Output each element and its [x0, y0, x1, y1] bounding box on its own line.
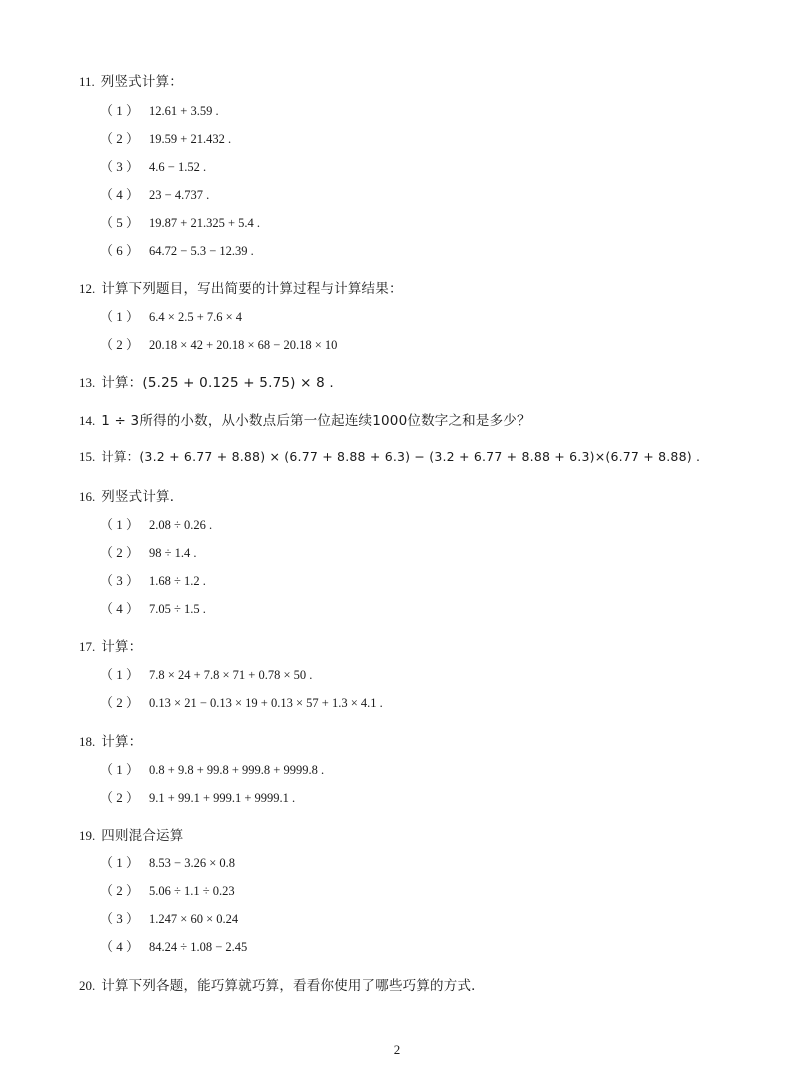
sub-question: [100, 908, 238, 927]
sub-question: [100, 212, 260, 231]
sub-label: （ 4 ）: [100, 601, 140, 616]
sub-expression: 23 − 4.737 .: [149, 188, 210, 202]
question-14: [79, 409, 531, 429]
question-20: [79, 974, 485, 994]
sub-label: （ 2 ）: [100, 131, 140, 146]
sub-label: （ 3 ）: [100, 911, 140, 926]
sub-label: （ 1 ）: [100, 517, 140, 532]
question-13: [79, 371, 334, 391]
sub-expression: 1.68 ÷ 1.2 .: [149, 574, 206, 588]
sub-expression: 4.6 − 1.52 .: [149, 160, 207, 174]
sub-label: （ 2 ）: [100, 545, 140, 560]
sub-expression: 12.61 + 3.59 .: [149, 104, 219, 118]
sub-label: （ 1 ）: [100, 667, 140, 682]
sub-question: [100, 787, 295, 806]
sub-question: [100, 880, 235, 899]
question-number: 20.: [79, 978, 96, 993]
sub-label: （ 3 ）: [100, 573, 140, 588]
question-number: 11.: [79, 74, 95, 89]
question-text: 计算下列各题，能巧算就巧算，看看你使用了哪些巧算的方式．: [101, 978, 485, 994]
sub-label: （ 2 ）: [100, 790, 140, 805]
sub-expression: 19.59 + 21.432 .: [149, 132, 232, 146]
sub-label: （ 4 ）: [100, 187, 140, 202]
sub-expression: 8.53 − 3.26 × 0.8: [149, 856, 235, 870]
sub-label: （ 4 ）: [100, 939, 140, 954]
question-number: 19.: [79, 828, 96, 843]
sub-question: [100, 936, 247, 955]
sub-question: [100, 542, 197, 561]
question-number: 18.: [79, 734, 96, 749]
sub-expression: 20.18 × 42 + 20.18 × 68 − 20.18 × 10: [149, 338, 338, 352]
question-12: [79, 277, 403, 297]
question-text: 计算：(3.2 + 6.77 + 8.88) × (6.77 + 8.88 + 6.3) − (3.2 + 6.77 + 8.88 + 6.3)×(6.77 + 8.88) .: [101, 449, 701, 464]
sub-question: [100, 570, 206, 589]
sub-question: [100, 664, 312, 683]
sub-expression: 84.24 ÷ 1.08 − 2.45: [149, 940, 248, 954]
question-16: [79, 485, 183, 505]
sub-expression: 6.4 × 2.5 + 7.6 × 4: [149, 310, 243, 324]
question-18: [79, 730, 142, 750]
question-text: 1 ÷ 3所得的小数，从小数点后第一位起连续1000位数字之和是多少？: [101, 413, 531, 429]
sub-question: [100, 759, 324, 778]
question-number: 14.: [79, 413, 96, 428]
sub-question: [100, 692, 383, 711]
sub-label: （ 3 ）: [100, 159, 140, 174]
page-number: 2: [393, 1042, 401, 1057]
sub-label: （ 1 ）: [100, 855, 140, 870]
sub-label: （ 1 ）: [100, 762, 140, 777]
question-11: [79, 70, 183, 90]
sub-expression: 7.05 ÷ 1.5 .: [149, 602, 206, 616]
sub-expression: 5.06 ÷ 1.1 ÷ 0.23: [149, 884, 235, 898]
question-15: [79, 447, 700, 465]
sub-question: [100, 100, 219, 119]
sub-question: [100, 128, 231, 147]
sub-expression: 19.87 + 21.325 + 5.4 .: [149, 216, 260, 230]
sub-expression: 64.72 − 5.3 − 12.39 .: [149, 244, 254, 258]
sub-question: [100, 184, 209, 203]
question-text: 计算：: [101, 639, 143, 655]
sub-label: （ 2 ）: [100, 883, 140, 898]
sub-expression: 2.08 ÷ 0.26 .: [149, 518, 213, 532]
question-text: 列竖式计算．: [101, 489, 184, 505]
sub-label: （ 5 ）: [100, 215, 140, 230]
sub-question: [100, 852, 235, 871]
question-text: 计算：: [101, 734, 143, 750]
sub-question: [100, 156, 206, 175]
question-text: 四则混合运算: [101, 828, 184, 844]
question-number: 15.: [79, 449, 96, 464]
sub-question: [100, 514, 212, 533]
sub-label: （ 2 ）: [100, 337, 140, 352]
question-19: [79, 824, 183, 844]
sub-expression: 7.8 × 24 + 7.8 × 71 + 0.78 × 50 .: [149, 668, 313, 682]
sub-question: [100, 240, 254, 259]
question-text: 计算下列题目，写出简要的计算过程与计算结果：: [101, 281, 403, 297]
sub-question: [100, 598, 206, 617]
sub-label: （ 1 ）: [100, 103, 140, 118]
question-number: 12.: [79, 281, 96, 296]
question-text: 列竖式计算：: [100, 74, 183, 90]
sub-expression: 98 ÷ 1.4 .: [149, 546, 197, 560]
sub-expression: 1.247 × 60 × 0.24: [149, 912, 239, 926]
question-number: 13.: [79, 375, 96, 390]
sub-expression: 0.8 + 9.8 + 99.8 + 999.8 + 9999.8 .: [149, 763, 325, 777]
question-number: 17.: [79, 639, 96, 654]
sub-question: [100, 334, 337, 353]
question-17: [79, 635, 142, 655]
sub-question: [100, 306, 242, 325]
question-text: 计算：(5.25 + 0.125 + 5.75) × 8 .: [101, 375, 334, 391]
sub-label: （ 2 ）: [100, 695, 140, 710]
sub-expression: 9.1 + 99.1 + 999.1 + 9999.1 .: [149, 791, 296, 805]
sub-expression: 0.13 × 21 − 0.13 × 19 + 0.13 × 57 + 1.3 × 4.1 .: [149, 696, 383, 710]
sub-label: （ 1 ）: [100, 309, 140, 324]
question-number: 16.: [79, 489, 96, 504]
sub-label: （ 6 ）: [100, 243, 140, 258]
